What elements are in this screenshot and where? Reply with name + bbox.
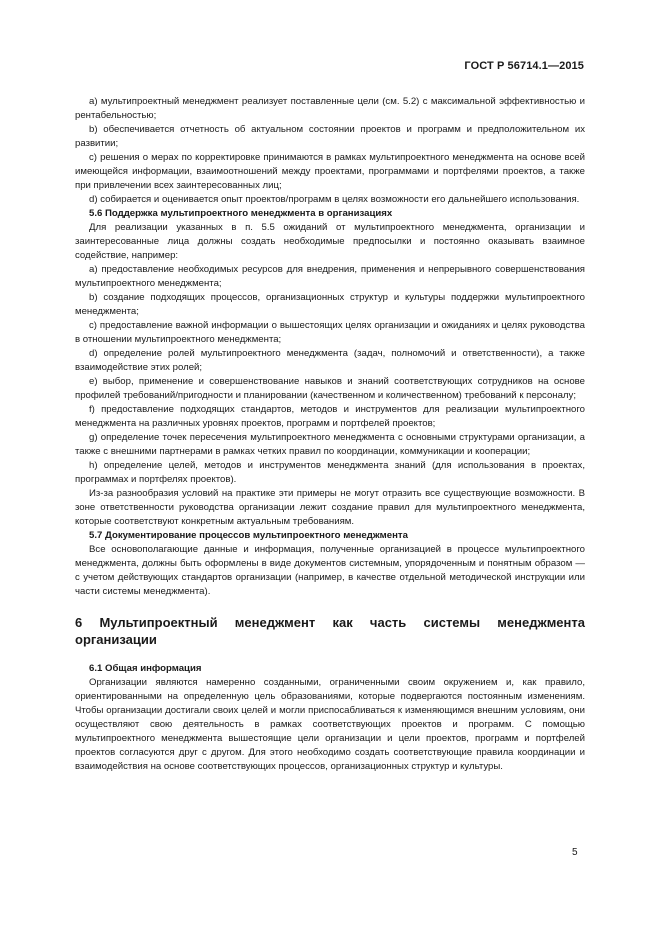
list-item: a) мультипроектный менеджмент реализует поставленные цели (см. 5.2) с максимальной эффективностью и рентабельностью; xyxy=(75,96,585,121)
standard-code: ГОСТ Р 56714.1—2015 xyxy=(464,60,584,72)
page-content xyxy=(75,95,585,774)
section-6-1-heading: 6.1 Общая информация xyxy=(89,663,202,674)
list-item: a) предоставление необходимых ресурсов для внедрения, применения и непрерывного совершенствования мультипроектного менеджмента; xyxy=(75,264,585,289)
list-item: c) предоставление важной информации о вышестоящих целях организации и ожиданиях и целях руководства в отношении мультипроектного менеджмента; xyxy=(75,320,585,345)
list-item: d) собирается и оценивается опыт проектов/программ в целях возможности его дальнейшего использования. xyxy=(89,194,580,205)
page-number: 5 xyxy=(572,847,578,858)
section-5-6-heading: 5.6 Поддержка мультипроектного менеджмента в организациях xyxy=(89,208,393,219)
section-5-6-intro: Для реализации указанных в п. 5.5 ожиданий от мультипроектного менеджмента, организации и заинтересованные лица должны создать необходимые предпосылки и постоянно оказывать взаимное содействие, например: xyxy=(75,222,585,261)
section-5-7-heading: 5.7 Документирование процессов мультипроектного менеджмента xyxy=(89,530,408,541)
section-5-7-text: Все основополагающие данные и информация, полученные организацией в процессе мультипроектного менеджмента, должны быть оформлены в виде документов системным, упорядоченным и понятным образом — с учетом действующих стандартов организации (например, в качестве отдельной методической инструкции или части системы менеджмента). xyxy=(75,544,585,597)
section-6-1-text: Организации являются намеренно созданными, ограниченными своим окружением и, как правило, ориентированными на определенную цель образованиями, которые подвергаются постоянным изменениям. Чтобы организации достигали своих целей и могли приспосабливаться к изменяющимся внешним условиям, они осуществляют свою деятельность в рамках соответствующих проектов и программ. С помощью мультипроектного менеджмента вышестоящие цели организации и цели проектов, программ и портфелей проектов согласуются друг с другом. Для этого необходимо создать соответствующие правила координации и взаимодействия на основе соответствующих процессов, организационных структур и культуры. xyxy=(75,677,585,772)
list-item: c) решения о мерах по корректировке принимаются в рамках мультипроектного менеджмента на основе всей имеющейся информации, взаимоотношений между проектами, программами и портфелями проектов, а также при привлечении всех заинтересованных лиц; xyxy=(75,152,585,191)
section-6-heading: 6 Мультипроектный менеджмент как часть системы менеджмента организации xyxy=(75,615,585,647)
list-item: h) определение целей, методов и инструментов менеджмента знаний (для использования в проектах, программах и портфелях проектов). xyxy=(75,460,585,485)
list-item: g) определение точек пересечения мультипроектного менеджмента с основными структурами организации, а также с внешними партнерами в рамках четких правил по координации, коммуникации и кооперации; xyxy=(75,432,585,457)
list-item: b) создание подходящих процессов, организационных структур и культуры поддержки мультипроектного менеджмента; xyxy=(75,292,585,317)
list-item: b) обеспечивается отчетность об актуальном состоянии проектов и программ и предположительном их развитии; xyxy=(75,124,585,149)
list-item: f) предоставление подходящих стандартов, методов и инструментов для реализации мультипроектного менеджмента на различных уровнях проектов, программ и портфелей проектов; xyxy=(75,404,585,429)
list-item: e) выбор, применение и совершенствование навыков и знаний соответствующих сотрудников на основе профилей требований/пригодности и планировании (качественном и количественном) требований к персоналу; xyxy=(75,376,585,401)
section-5-6-closing: Из-за разнообразия условий на практике эти примеры не могут отразить все существующие возможности. В зоне ответственности руководства организации лежит создание правил для мультипроектного менеджмента, которые соответствуют конкретным актуальным требованиям. xyxy=(75,488,585,527)
list-item: d) определение ролей мультипроектного менеджмента (задач, полномочий и ответственности), а также взаимодействие этих ролей; xyxy=(75,348,585,373)
